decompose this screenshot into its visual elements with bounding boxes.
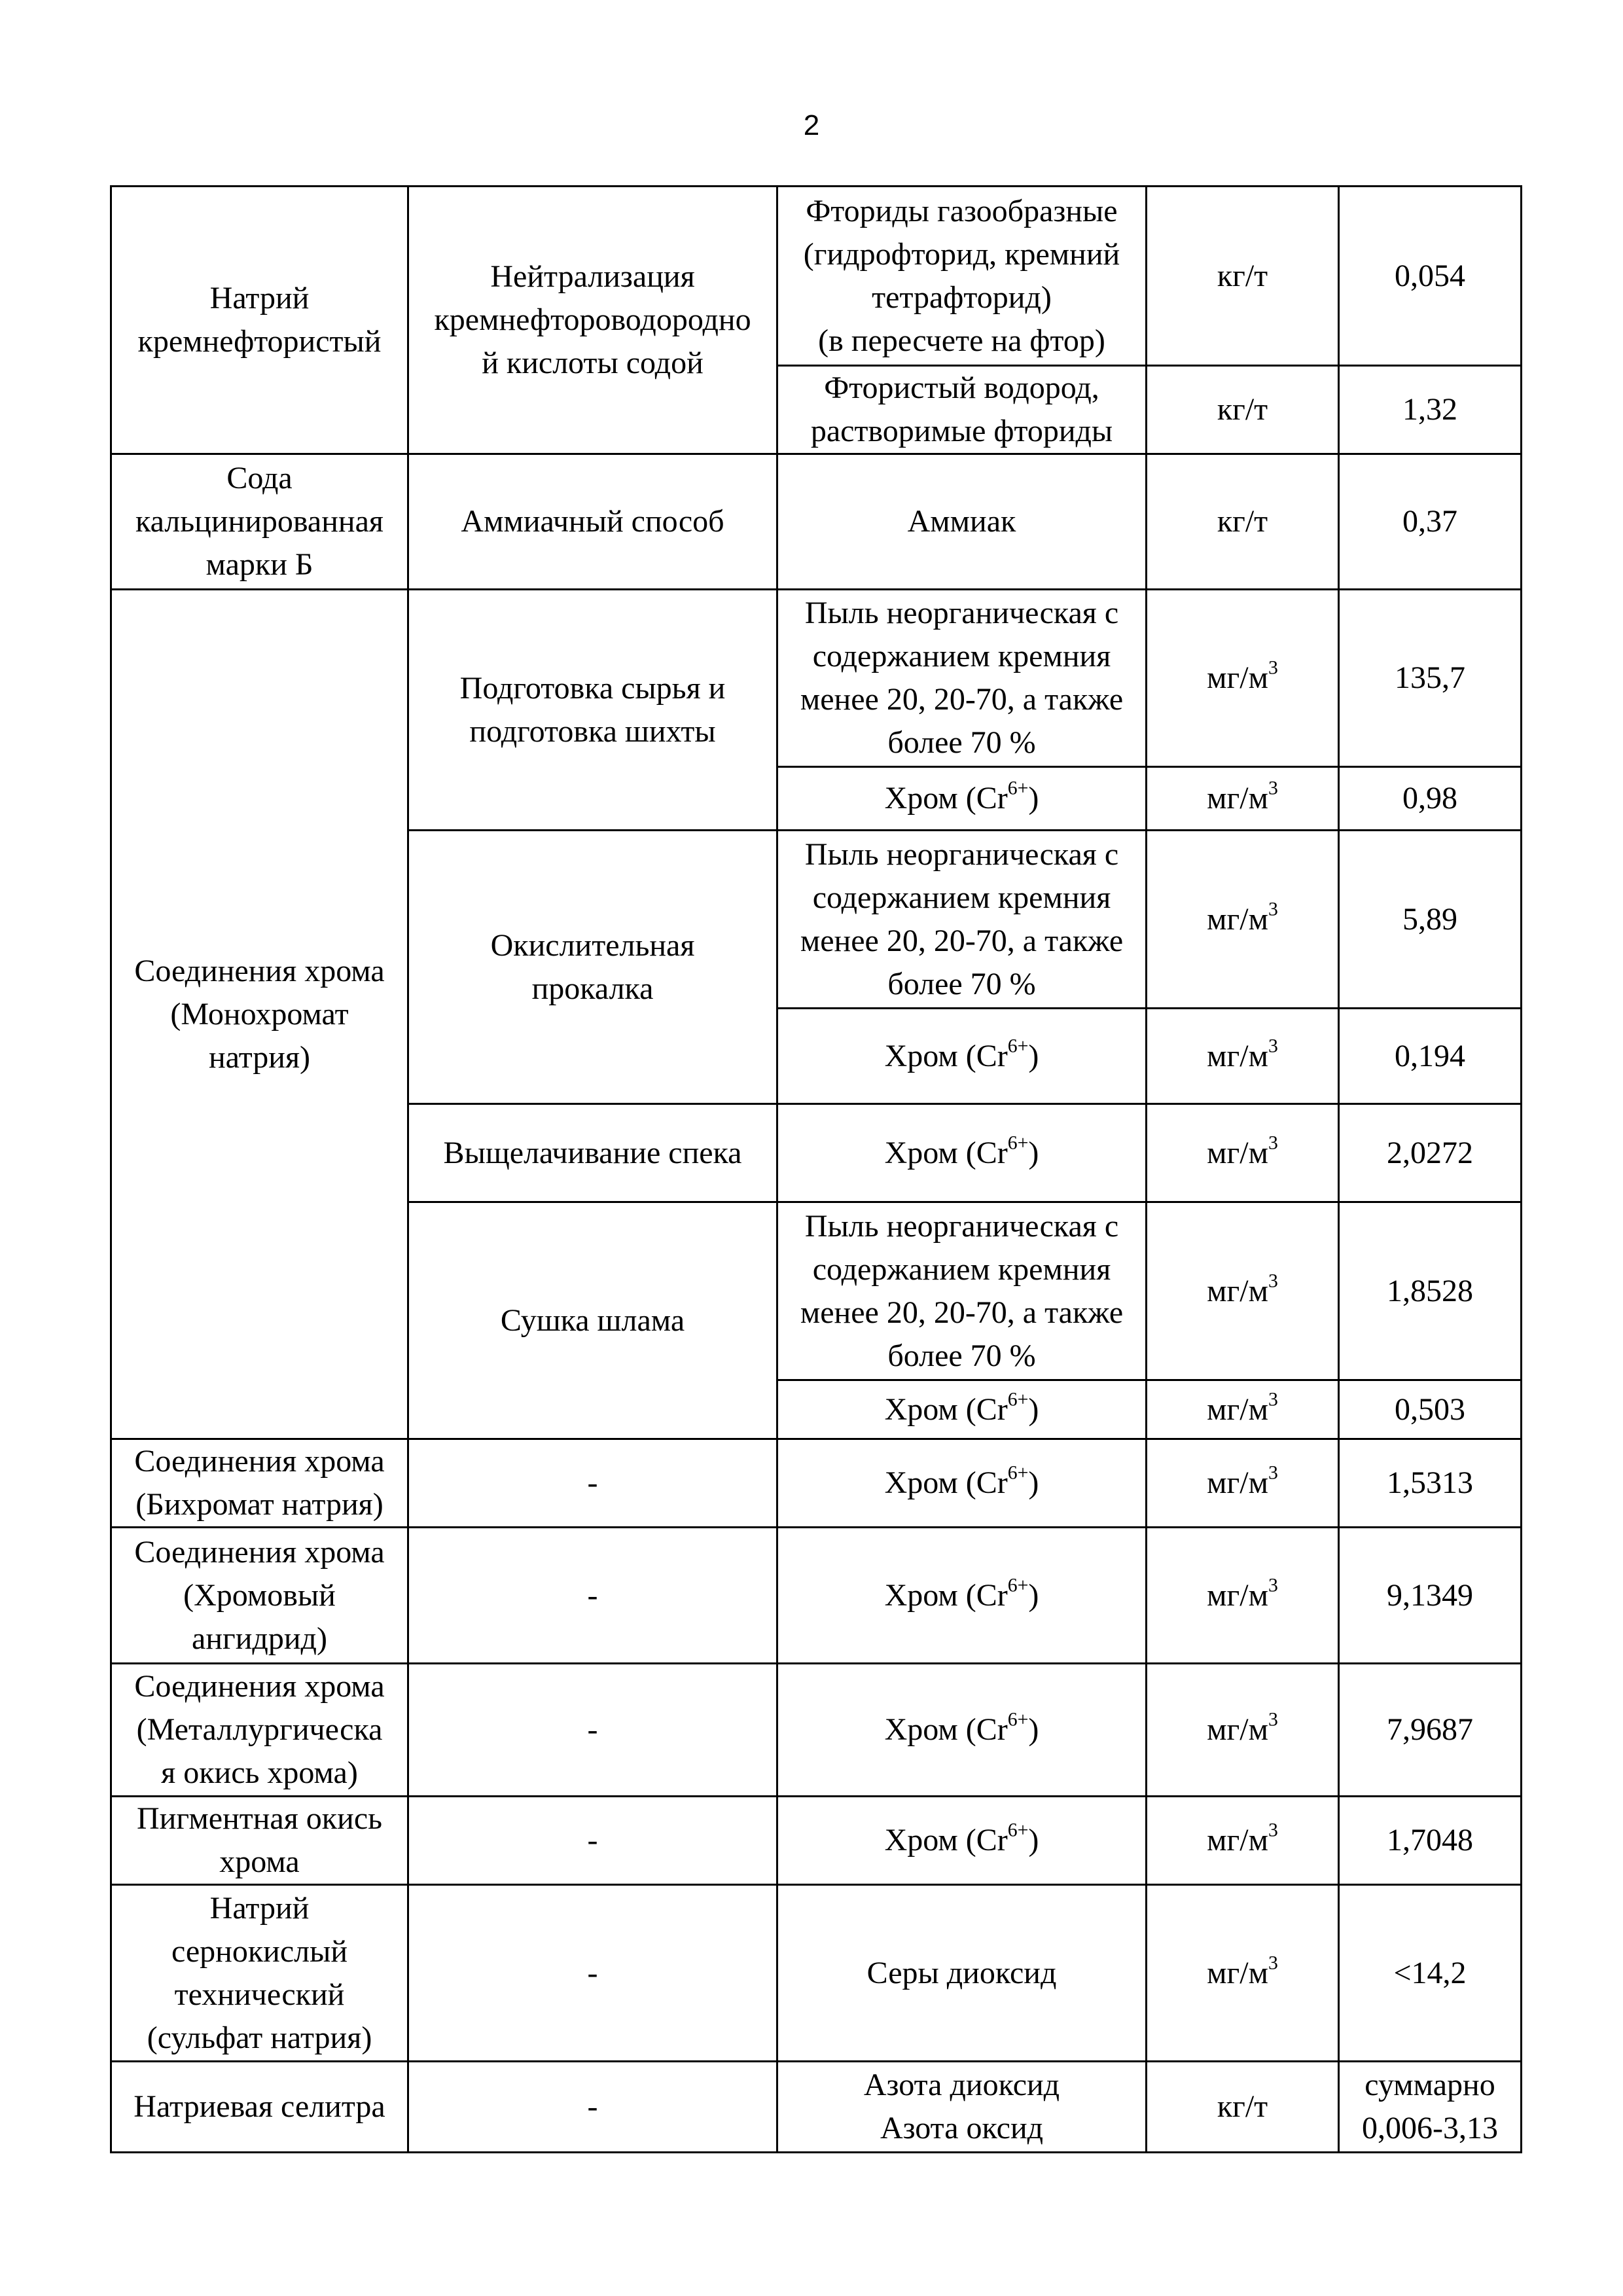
unit-cell [1147, 1664, 1339, 1797]
ion-charge: 6+ [1007, 1574, 1029, 1596]
unit-base: мг/м [1207, 781, 1268, 816]
ion-charge: 6+ [1007, 1132, 1029, 1154]
value-text: 9,1349 [1387, 1577, 1473, 1613]
unit-exponent: 3 [1268, 1708, 1278, 1731]
pollutant-cell [777, 454, 1147, 590]
pollutant-text: Хром (Cr [884, 1135, 1008, 1170]
value-text: 0,98 [1402, 781, 1457, 816]
unit-exponent: 3 [1268, 1952, 1278, 1974]
unit-cell [1147, 1202, 1339, 1380]
unit-cell [1147, 1885, 1339, 2062]
unit-cell [1147, 1009, 1339, 1104]
pollutant-tail: ) [1028, 1038, 1039, 1073]
product-cell [111, 1528, 408, 1664]
value-cell [1339, 1439, 1522, 1528]
pollutant-cell [777, 590, 1147, 767]
unit-base: мг/м [1207, 660, 1268, 695]
product-text: Соединения хрома (Хромовый ангидрид) [134, 1534, 385, 1656]
unit-cell [1147, 454, 1339, 590]
pollutant-cell [777, 187, 1147, 366]
process-text: Окислительная прокалка [490, 927, 695, 1006]
table-row [111, 1664, 1522, 1797]
product-text: Соединения хрома (Металлургическа я окись хрома) [134, 1669, 385, 1790]
pollutant-cell [777, 1885, 1147, 2062]
unit-exponent: 3 [1268, 1388, 1278, 1410]
unit-cell [1147, 1528, 1339, 1664]
value-cell [1339, 454, 1522, 590]
pollutant-cell [777, 1528, 1147, 1664]
product-text: Сода кальцинированная марки Б [135, 461, 383, 582]
process-text: Подготовка сырья и подготовка шихты [459, 670, 726, 749]
process-cell [408, 187, 777, 454]
process-text: - [587, 1823, 598, 1857]
value-text: 0,194 [1395, 1038, 1465, 1073]
process-text: Выщелачивание спека [443, 1135, 742, 1170]
product-cell [111, 1664, 408, 1797]
unit-base: мг/м [1207, 1823, 1268, 1857]
unit-base: мг/м [1207, 1955, 1268, 1990]
pollutant-cell [777, 831, 1147, 1009]
pollutant-cell [777, 767, 1147, 831]
process-cell [408, 1664, 777, 1797]
pollutant-cell [777, 1009, 1147, 1104]
pollutant-cell [777, 1104, 1147, 1202]
ion-charge: 6+ [1007, 1462, 1029, 1484]
table-row [111, 2062, 1522, 2153]
pollutant-text: Хром (Cr [884, 1712, 1008, 1747]
process-text: - [587, 2089, 598, 2124]
unit-exponent: 3 [1268, 898, 1278, 920]
process-text: - [587, 1955, 598, 1990]
value-cell [1339, 1009, 1522, 1104]
unit-cell [1147, 831, 1339, 1009]
unit-exponent: 3 [1268, 1462, 1278, 1484]
unit-cell [1147, 2062, 1339, 2153]
pollutant-tail: ) [1028, 1391, 1039, 1427]
value-text: 1,8528 [1387, 1273, 1473, 1308]
pollutant-text: Пыль неорганическая с содержанием кремния менее 20, 20-70, а также более 70 % [800, 596, 1124, 760]
pollutant-cell [777, 1664, 1147, 1797]
pollutant-cell [777, 366, 1147, 454]
pollutant-text: Хром (Cr [884, 1465, 1008, 1500]
process-text: Аммиачный способ [461, 504, 724, 539]
emissions-table [110, 185, 1522, 2153]
table-row [111, 1528, 1522, 1664]
unit-cell [1147, 1104, 1339, 1202]
value-text: 0,37 [1402, 504, 1457, 539]
pollutant-tail: ) [1028, 1823, 1039, 1857]
product-text: Пигментная окись хрома [136, 1801, 383, 1879]
value-cell [1339, 187, 1522, 366]
process-cell [408, 1528, 777, 1664]
unit-exponent: 3 [1268, 777, 1278, 799]
table-row [111, 590, 1522, 767]
unit-cell [1147, 590, 1339, 767]
ion-charge: 6+ [1007, 1708, 1029, 1731]
pollutant-text: Хром (Cr [884, 1577, 1008, 1613]
pollutant-text: Фториды газообразные (гидрофторид, кремний тетрафторид) (в пересчете на фтор) [803, 193, 1120, 358]
product-cell [111, 1797, 408, 1885]
product-text: Соединения хрома (Бихромат натрия) [134, 1444, 385, 1522]
unit-exponent: 3 [1268, 1819, 1278, 1841]
unit-exponent: 3 [1268, 1132, 1278, 1154]
unit-base: мг/м [1207, 901, 1268, 937]
unit-base: мг/м [1207, 1038, 1268, 1073]
table-row [111, 1439, 1522, 1528]
pollutant-tail: ) [1028, 1465, 1039, 1500]
pollutant-text: Хром (Cr [884, 1391, 1008, 1427]
value-text: 5,89 [1402, 901, 1457, 937]
value-cell [1339, 1797, 1522, 1885]
table-row [111, 1885, 1522, 2062]
product-cell [111, 2062, 408, 2153]
pollutant-text: Аммиак [907, 504, 1016, 539]
unit-cell [1147, 1380, 1339, 1439]
product-text: Натриевая селитра [134, 2089, 385, 2124]
value-cell [1339, 590, 1522, 767]
product-text: Соединения хрома (Монохромат натрия) [134, 953, 385, 1075]
process-cell [408, 831, 777, 1104]
process-cell [408, 1439, 777, 1528]
value-text: 135,7 [1395, 660, 1465, 695]
ion-charge: 6+ [1007, 1819, 1029, 1841]
pollutant-cell [777, 1380, 1147, 1439]
process-cell [408, 1797, 777, 1885]
page-number: 2 [803, 109, 820, 141]
pollutant-cell [777, 1439, 1147, 1528]
value-cell [1339, 1104, 1522, 1202]
pollutant-text: Азота диоксид Азота оксид [863, 2068, 1060, 2145]
process-cell [408, 1202, 777, 1439]
ion-charge: 6+ [1007, 777, 1029, 799]
pollutant-tail: ) [1028, 781, 1039, 816]
value-cell [1339, 831, 1522, 1009]
value-cell [1339, 1202, 1522, 1380]
unit-base: мг/м [1207, 1577, 1268, 1613]
pollutant-tail: ) [1028, 1135, 1039, 1170]
unit-base: мг/м [1207, 1135, 1268, 1170]
unit-exponent: 3 [1268, 1574, 1278, 1596]
ion-charge: 6+ [1007, 1388, 1029, 1410]
pollutant-tail: ) [1028, 1577, 1039, 1613]
process-text: - [587, 1465, 598, 1500]
process-text: Нейтрализация кремнефтороводородно й кислоты содой [434, 259, 751, 380]
product-cell [111, 1439, 408, 1528]
pollutant-text: Пыль неорганическая с содержанием кремния менее 20, 20-70, а также более 70 % [800, 1208, 1124, 1373]
pollutant-text: Хром (Cr [884, 1823, 1008, 1857]
unit-text: кг/т [1217, 392, 1268, 427]
unit-exponent: 3 [1268, 656, 1278, 679]
pollutant-text: Пыль неорганическая с содержанием кремния менее 20, 20-70, а также более 70 % [800, 836, 1124, 1001]
process-text: - [587, 1712, 598, 1747]
product-cell [111, 1885, 408, 2062]
product-cell [111, 590, 408, 1439]
process-cell [408, 454, 777, 590]
unit-cell [1147, 187, 1339, 366]
unit-exponent: 3 [1268, 1035, 1278, 1057]
process-cell [408, 1885, 777, 2062]
value-text: суммарно 0,006-3,13 [1362, 2068, 1498, 2145]
unit-base: мг/м [1207, 1465, 1268, 1500]
unit-base: мг/м [1207, 1273, 1268, 1308]
process-text: - [587, 1577, 598, 1613]
table-row [111, 454, 1522, 590]
pollutant-text: Хром (Cr [884, 1038, 1008, 1073]
unit-text: кг/т [1217, 2089, 1268, 2124]
value-text: 1,5313 [1387, 1465, 1473, 1500]
unit-cell [1147, 1439, 1339, 1528]
value-cell [1339, 366, 1522, 454]
pollutant-cell [777, 1202, 1147, 1380]
value-cell [1339, 1664, 1522, 1797]
process-cell [408, 1104, 777, 1202]
value-cell [1339, 2062, 1522, 2153]
value-text: 0,054 [1395, 258, 1465, 293]
product-cell [111, 187, 408, 454]
value-text: <14,2 [1393, 1955, 1467, 1990]
pollutant-cell [777, 1797, 1147, 1885]
value-text: 1,32 [1402, 392, 1457, 427]
unit-cell [1147, 767, 1339, 831]
product-text: Натрий кремнефтористый [137, 281, 382, 359]
table-row [111, 1797, 1522, 1885]
pollutant-tail: ) [1028, 1712, 1039, 1747]
unit-cell [1147, 1797, 1339, 1885]
product-cell [111, 454, 408, 590]
unit-base: мг/м [1207, 1391, 1268, 1427]
unit-text: кг/т [1217, 504, 1268, 539]
process-cell [408, 590, 777, 831]
process-text: Сушка шлама [500, 1302, 685, 1338]
pollutant-text: Серы диоксид [866, 1955, 1057, 1990]
ion-charge: 6+ [1007, 1035, 1029, 1057]
product-text: Натрий сернокислый технический (сульфат натрия) [147, 1890, 372, 2055]
value-cell [1339, 1380, 1522, 1439]
value-text: 7,9687 [1387, 1712, 1473, 1747]
pollutant-text: Фтористый водород, растворимые фториды [810, 370, 1113, 448]
value-cell [1339, 767, 1522, 831]
pollutant-cell [777, 2062, 1147, 2153]
value-text: 2,0272 [1387, 1135, 1473, 1170]
value-text: 1,7048 [1387, 1823, 1473, 1857]
value-text: 0,503 [1395, 1391, 1465, 1427]
unit-text: кг/т [1217, 258, 1268, 293]
value-cell [1339, 1528, 1522, 1664]
table-row [111, 187, 1522, 366]
unit-exponent: 3 [1268, 1270, 1278, 1292]
value-cell [1339, 1885, 1522, 2062]
unit-cell [1147, 366, 1339, 454]
pollutant-text: Хром (Cr [884, 781, 1008, 816]
process-cell [408, 2062, 777, 2153]
unit-base: мг/м [1207, 1712, 1268, 1747]
